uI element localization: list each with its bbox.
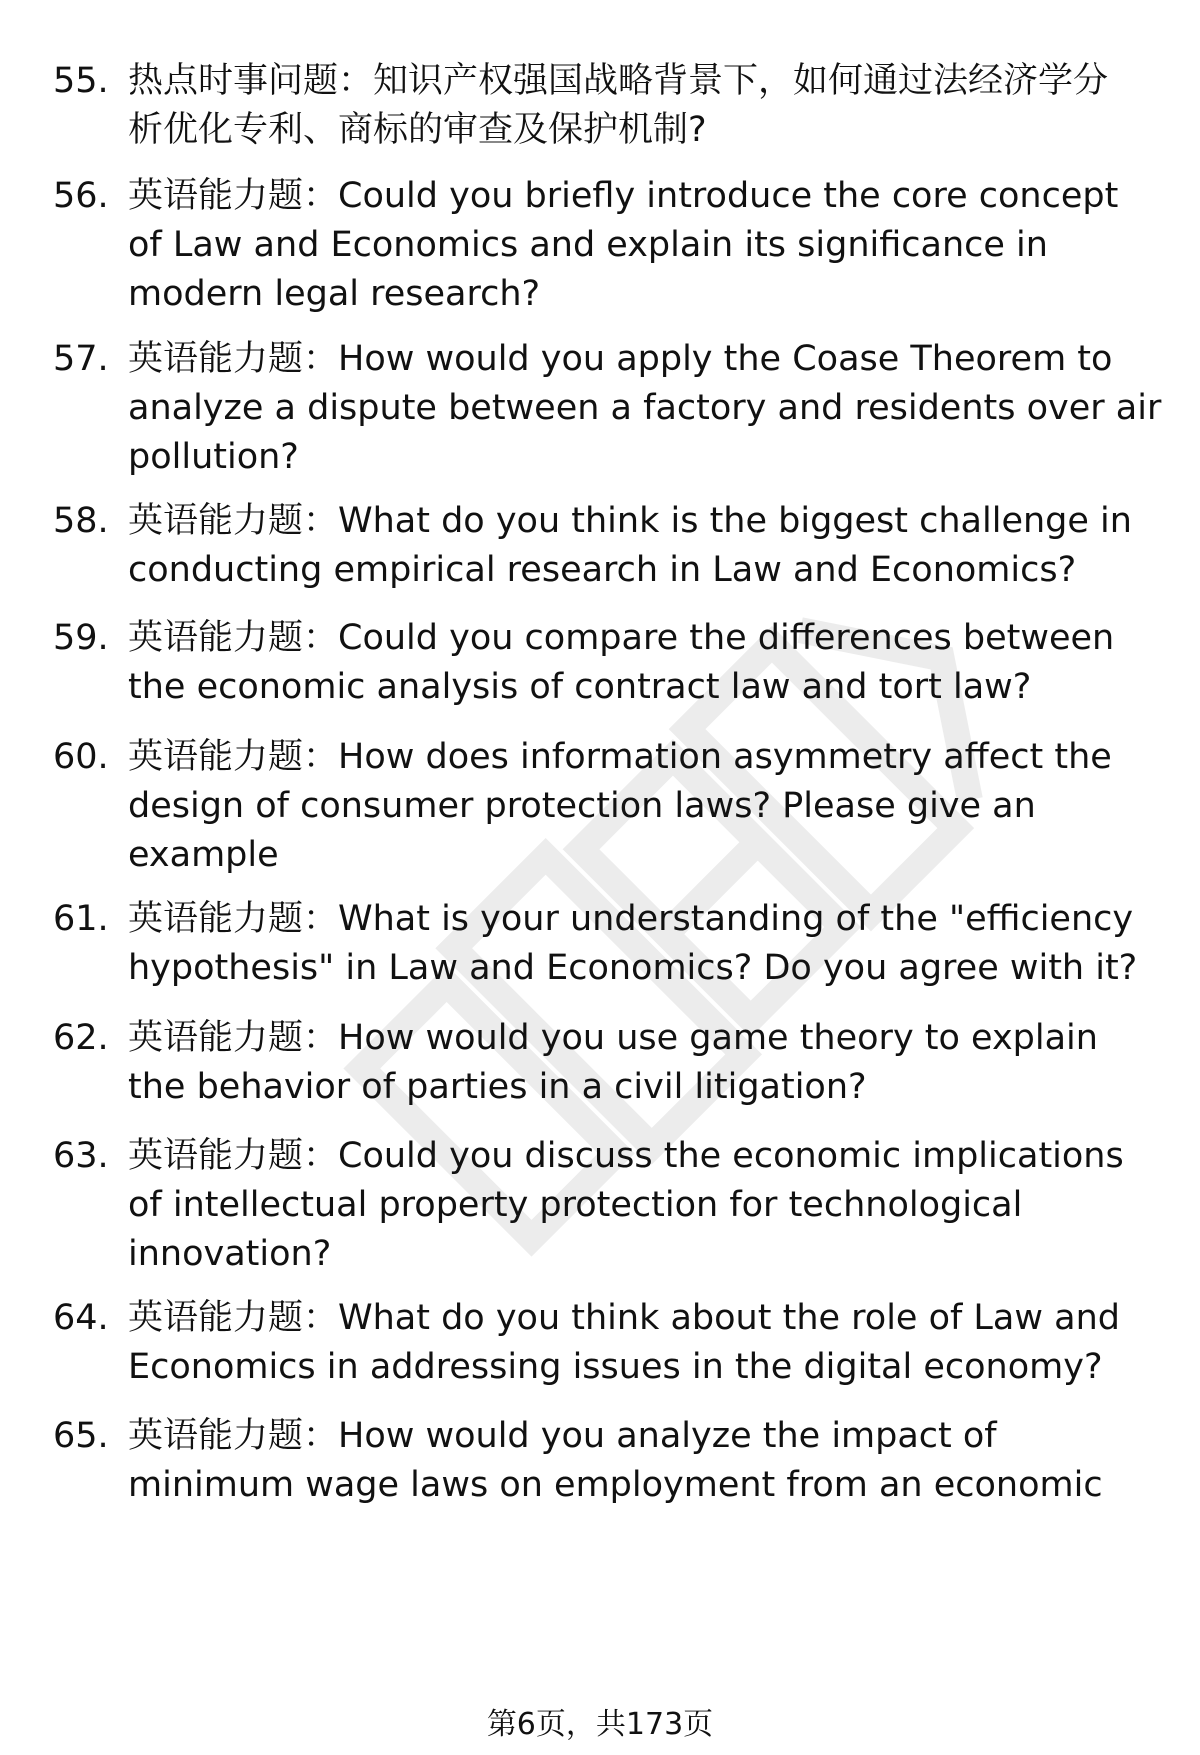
question-line: 析优化专利、商标的审查及保护机制?: [128, 110, 707, 150]
question-line: 英语能力题：Could you discuss the economic implications: [128, 1136, 1124, 1176]
question-text: [128, 614, 1138, 712]
question-number: 57.: [53, 339, 109, 379]
question-line: minimum wage laws on employment from an economic: [128, 1465, 1103, 1505]
question-text: [128, 1294, 1138, 1392]
question-number: 56.: [53, 176, 109, 216]
question-text: [128, 1412, 1138, 1510]
question-number: 65.: [53, 1416, 109, 1456]
question-text: [128, 57, 1138, 155]
question-text: [128, 895, 1138, 993]
question-line: example: [128, 835, 279, 875]
question-line: the economic analysis of contract law and tort law?: [128, 667, 1032, 707]
question-number: 58.: [53, 501, 109, 541]
question-line: 英语能力题：What do you think is the biggest challenge in: [128, 501, 1132, 541]
question-number: 62.: [53, 1018, 109, 1058]
question-line: of intellectual property protection for technological: [128, 1185, 1023, 1225]
question-line: design of consumer protection laws? Please give an: [128, 786, 1036, 826]
question-line: 热点时事问题：知识产权强国战略背景下，如何通过法经济学分: [128, 61, 1109, 101]
question-number: 55.: [53, 61, 109, 101]
question-line: 英语能力题：How would you use game theory to explain: [128, 1018, 1098, 1058]
question-number: 60.: [53, 737, 109, 777]
question-number: 61.: [53, 899, 109, 939]
question-number: 63.: [53, 1136, 109, 1176]
question-line: pollution?: [128, 437, 299, 477]
question-line: 英语能力题：What do you think about the role of Law and: [128, 1298, 1120, 1338]
question-line: Economics in addressing issues in the digital economy?: [128, 1347, 1103, 1387]
question-line: 英语能力题：Could you compare the differences between: [128, 618, 1115, 658]
question-text: [128, 733, 1138, 880]
question-line: 英语能力题：What is your understanding of the "efficiency: [128, 899, 1134, 939]
question-text: [128, 1014, 1138, 1112]
question-text: [128, 172, 1138, 319]
question-text: [128, 335, 1162, 482]
page-number-footer: 第6页，共173页: [486, 1707, 714, 1742]
question-line: analyze a dispute between a factory and residents over air: [128, 388, 1162, 428]
question-line: of Law and Economics and explain its significance in: [128, 225, 1048, 265]
question-line: 英语能力题：How would you analyze the impact of: [128, 1416, 997, 1456]
question-line: conducting empirical research in Law and Economics?: [128, 550, 1077, 590]
question-line: modern legal research?: [128, 274, 541, 314]
question-line: 英语能力题：How would you apply the Coase Theorem to: [128, 339, 1113, 379]
question-number: 59.: [53, 618, 109, 658]
question-line: hypothesis" in Law and Economics? Do you agree with it?: [128, 948, 1138, 988]
question-line: 英语能力题：Could you briefly introduce the core concept: [128, 176, 1119, 216]
question-text: [128, 1132, 1138, 1279]
question-line: innovation?: [128, 1234, 332, 1274]
question-line: 英语能力题：How does information asymmetry affect the: [128, 737, 1112, 777]
question-number: 64.: [53, 1298, 109, 1338]
question-text: [128, 497, 1138, 595]
question-line: the behavior of parties in a civil litigation?: [128, 1067, 867, 1107]
